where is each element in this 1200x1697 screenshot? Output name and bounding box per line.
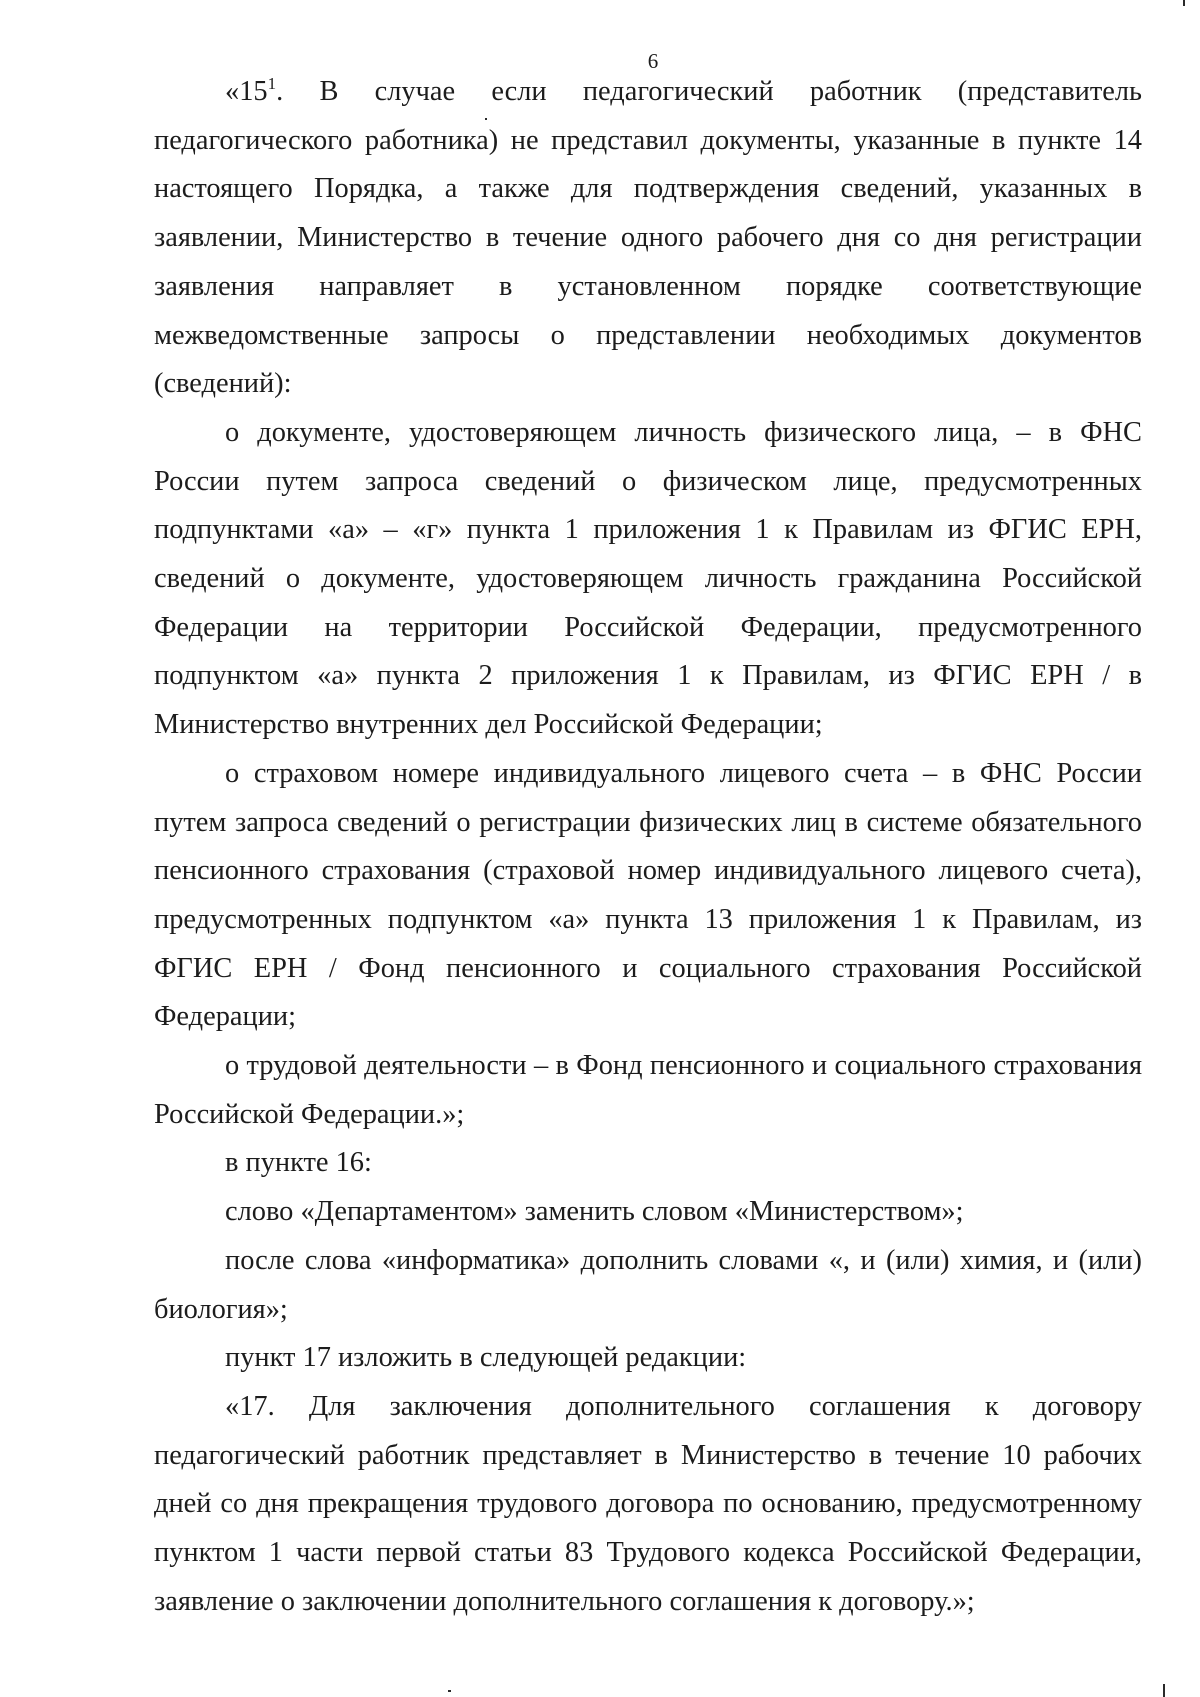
scan-artifact-mark bbox=[1183, 0, 1185, 6]
paragraph-point-17-intro: пункт 17 изложить в следующей редакции: bbox=[225, 1342, 747, 1374]
paragraph-add-words: после слова «информатика» дополнить словами «, и (или) химия, и (или) биология»; bbox=[154, 1244, 1142, 1325]
paragraph-replace-word: слово «Департаментом» заменить словом «Министерством»; bbox=[225, 1196, 964, 1228]
document-body bbox=[154, 68, 1142, 1627]
page-number: 6 bbox=[647, 49, 659, 73]
paragraph-identity-document: о документе, удостоверяющем личность физического лица, – в ФНС России путем запроса сведений о физическом лице, предусмотренных подпунктами «а» – «г» пункта 1 приложения 1 к Правилам из ФГИС ЕРН, сведений о документе, удостоверяющем личность гражданина Российской Федерации на территории Российской Федерации, предусмотренного подпунктом «а» пункта 2 приложения 1 к Правилам, из ФГИС ЕРН / в Министерство внутренних дел Российской Федерации; bbox=[154, 416, 1142, 741]
paragraph-text: . В случае если педагогический работник (представитель педагогического работника) не представил документы, указанные в пункте 14 настоящего Порядка, а также для подтверждения сведений, указанных в заявлении, Министерство в течение одного рабочего дня со дня регистрации заявления направляет в установленном порядке соответствующие межведомственные запросы о представлении необходимых документов (сведений): bbox=[154, 76, 1142, 400]
paragraph-prefix: «15 bbox=[225, 76, 268, 107]
scan-artifact-mark bbox=[1163, 1684, 1165, 1697]
paragraph-15-1 bbox=[154, 68, 1142, 409]
superscript: 1 bbox=[267, 74, 277, 93]
paragraph-insurance-number: о страховом номере индивидуального лицевого счета – в ФНС России путем запроса сведений о регистрации физических лиц в системе обязательного пенсионного страхования (страховой номер индивидуального лицевого счета), предусмотренных подпунктом «а» пункта 13 приложения 1 к Правилам, из ФГИС ЕРН / Фонд пенсионного и социального страхования Российской Федерации; bbox=[154, 757, 1142, 1033]
paragraph-point-16: в пункте 16: bbox=[225, 1147, 372, 1179]
paragraph-point-17: «17. Для заключения дополнительного соглашения к договору педагогический работник представляет в Министерство в течение 10 рабочих дней со дня прекращения трудового договора по основанию, предусмотренному пунктом 1 части первой статьи 83 Трудового кодекса Российской Федерации, заявление о заключении дополнительного соглашения к договору.»; bbox=[154, 1390, 1142, 1617]
scan-artifact-mark bbox=[448, 1690, 451, 1692]
paragraph-labor-activity: о трудовой деятельности – в Фонд пенсионного и социального страхования Российской Федерации.»; bbox=[154, 1050, 1142, 1130]
